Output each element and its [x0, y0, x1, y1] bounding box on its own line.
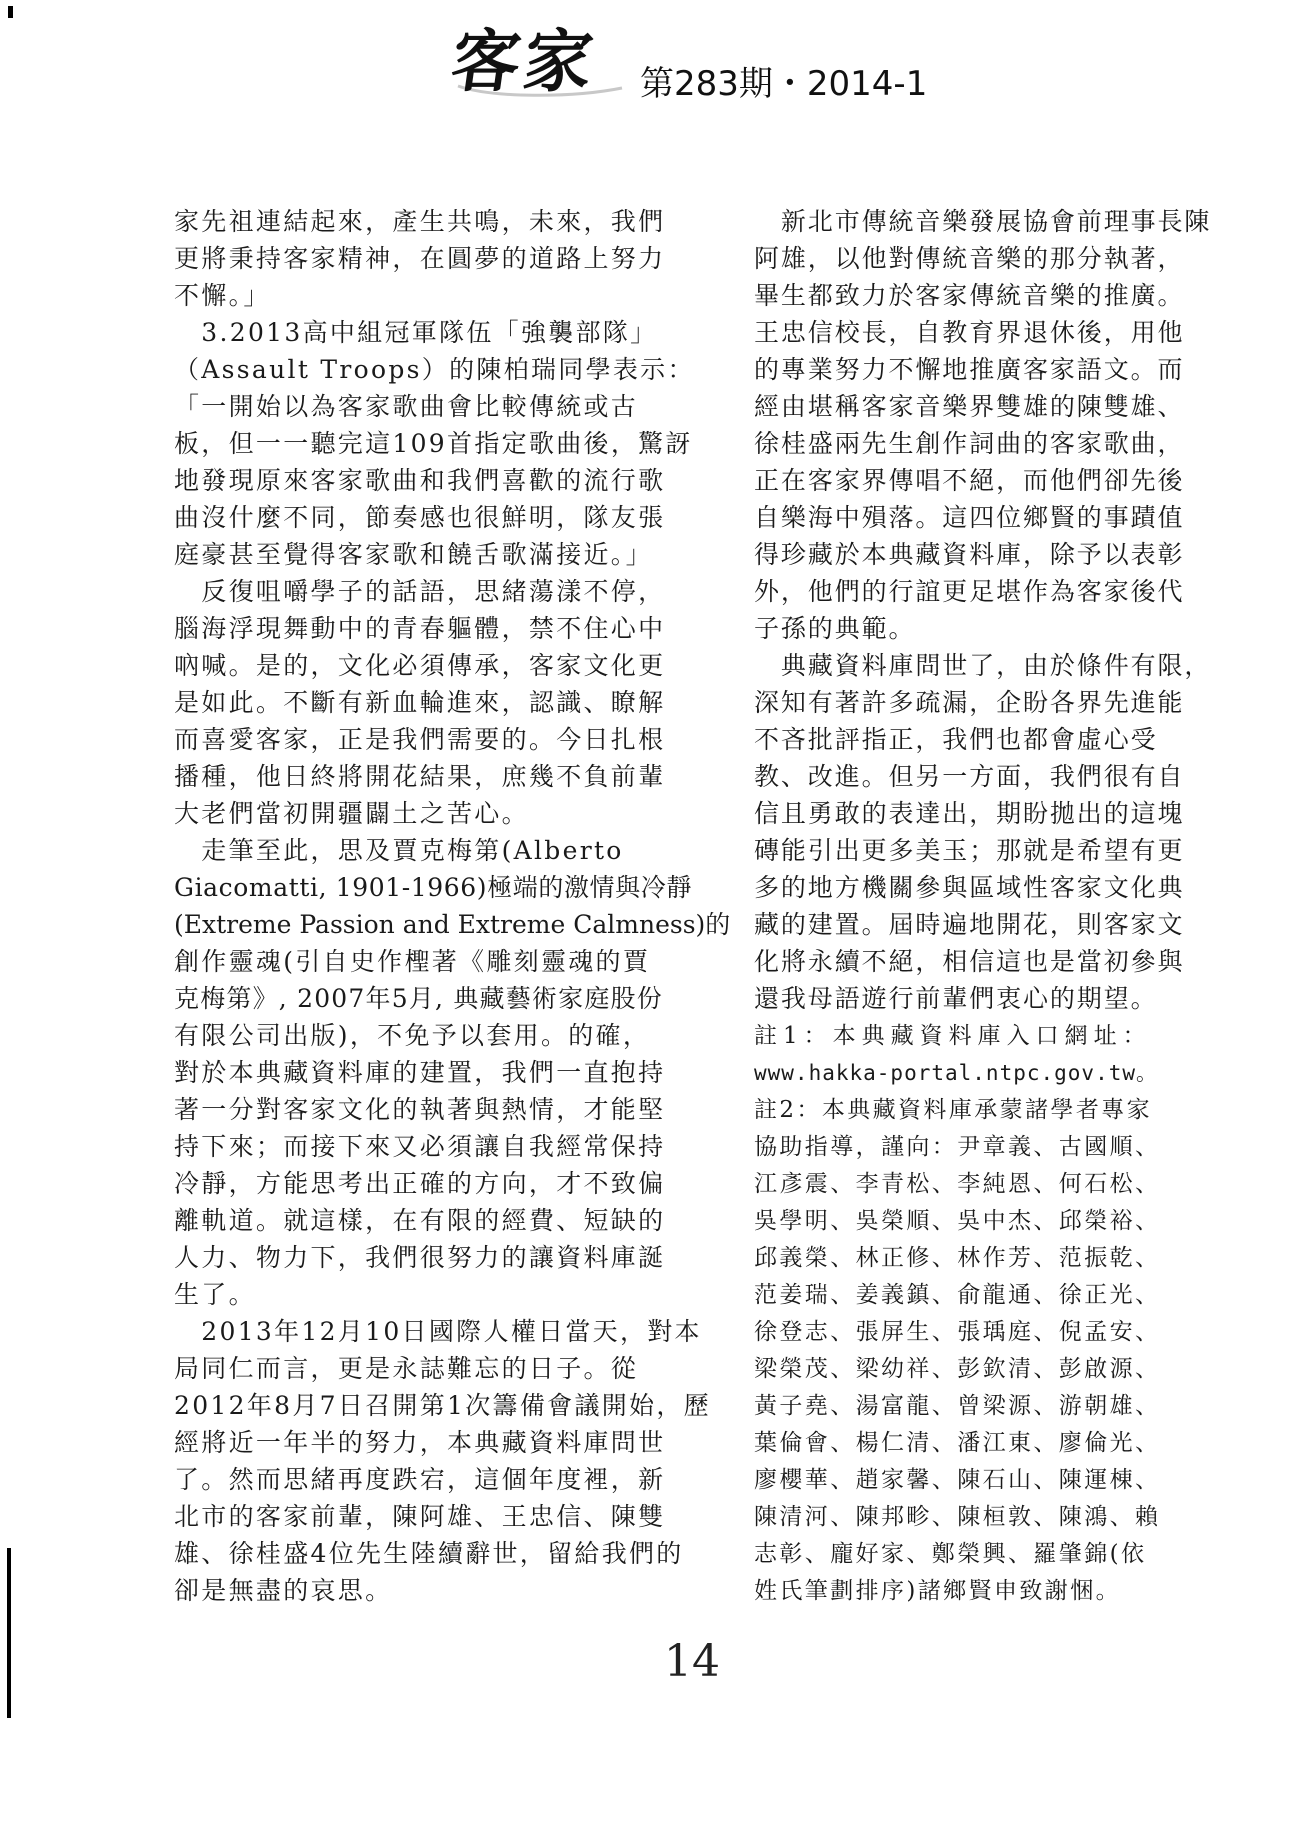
- note-line: 徐登志、張屏生、張瑀庭、倪孟安、: [754, 1319, 1161, 1345]
- text-line: 3.2013高中組冠軍隊伍「強襲部隊」: [174, 318, 658, 347]
- text-line: 不吝批評指正，我們也都會虛心受: [754, 725, 1158, 754]
- text-line: 子孫的典範。: [754, 614, 916, 643]
- text-line: 著一分對客家文化的執著與熱情，才能堅: [174, 1095, 666, 1124]
- text-line: 離軌道。就這樣，在有限的經費、短缺的: [174, 1206, 666, 1235]
- text-line: 大老們當初開疆闢土之苦心。: [174, 799, 529, 828]
- note-line: www.hakka-portal.ntpc.gov.tw。: [754, 1061, 1159, 1085]
- text-line: 生了。: [174, 1280, 256, 1309]
- note-line: 梁榮茂、梁幼祥、彭欽清、彭啟源、: [754, 1356, 1161, 1382]
- note-line: 黃子堯、湯富龍、曾梁源、游朝雄、: [754, 1393, 1161, 1419]
- text-line: 更將秉持客家精神，在圓夢的道路上努力: [174, 244, 666, 273]
- text-line: 化將永續不絕，相信這也是當初參與: [754, 947, 1185, 976]
- note-line: 吳學明、吳榮順、吳中杰、邱榮裕、: [754, 1208, 1161, 1234]
- text-line: 王忠信校長，自教育界退休後，用他: [754, 318, 1185, 347]
- text-line: 正在客家界傳唱不絕，而他們卻先後: [754, 466, 1185, 495]
- text-line: 外，他們的行誼更足堪作為客家後代: [754, 577, 1185, 606]
- text-line: 磚能引出更多美玉；那就是希望有更: [754, 836, 1185, 865]
- text-line: 北市的客家前輩，陳阿雄、王忠信、陳雙: [174, 1502, 666, 1531]
- scan-mark-left-edge: [7, 1548, 11, 1718]
- text-line: 曲沒什麼不同，節奏感也很鮮明，隊友張: [174, 503, 666, 532]
- text-line: 克梅第》, 2007年5月, 典藏藝術家庭股份: [174, 984, 663, 1013]
- text-line: 有限公司出版)，不免予以套用。的確，: [174, 1021, 651, 1050]
- text-line: 庭豪甚至覺得客家歌和饒舌歌滿接近。」: [174, 540, 653, 569]
- text-line: 腦海浮現舞動中的青春軀體，禁不住心中: [174, 614, 666, 643]
- note-line: 註1：本典藏資料庫入口網址：: [754, 1023, 1152, 1049]
- text-line: 新北市傳統音樂發展協會前理事長陳: [754, 207, 1212, 236]
- text-line: 2013年12月10日國際人權日當天，對本: [174, 1317, 702, 1346]
- text-line: 經將近一年半的努力，本典藏資料庫問世: [174, 1428, 666, 1457]
- text-line: 經由堪稱客家音樂界雙雄的陳雙雄、: [754, 392, 1185, 421]
- note-line: 志彰、龐好家、鄭榮興、羅肇錦(依: [754, 1541, 1147, 1567]
- text-line: (Extreme Passion and Extreme Calmness)的: [174, 910, 731, 939]
- text-line: 卻是無盡的哀思。: [174, 1576, 393, 1605]
- note-line: 姓氏筆劃排序)諸鄉賢申致謝悃。: [754, 1578, 1121, 1604]
- text-line: 家先祖連結起來，產生共鳴，未來，我們: [174, 207, 666, 236]
- text-line: 深知有著許多疏漏，企盼各界先進能: [754, 688, 1185, 717]
- note-line: 江彥震、李青松、李純恩、何石松、: [754, 1171, 1161, 1197]
- scan-mark-top-left: [8, 6, 13, 18]
- text-line: 藏的建置。屆時遍地開花，則客家文: [754, 910, 1185, 939]
- note-line: 范姜瑞、姜義鎮、俞龍通、徐正光、: [754, 1282, 1161, 1308]
- page-number: 14: [664, 1636, 720, 1687]
- text-line: （Assault Troops）的陳柏瑞同學表示：: [174, 355, 695, 384]
- text-line: 持下來；而接下來又必須讓自我經常保持: [174, 1132, 666, 1161]
- text-line: 多的地方機關參與區域性客家文化典: [754, 873, 1185, 902]
- text-line: 的專業努力不懈地推廣客家語文。而: [754, 355, 1185, 384]
- text-line: 對於本典藏資料庫的建置，我們一直抱持: [174, 1058, 666, 1087]
- text-line: 還我母語遊行前輩們衷心的期望。: [754, 984, 1158, 1013]
- text-line: 創作靈魂(引自史作檉著《雕刻靈魂的賈: [174, 947, 651, 976]
- text-line: 走筆至此，思及賈克梅第(Alberto: [174, 836, 624, 865]
- text-line: 得珍藏於本典藏資料庫，除予以表彰: [754, 540, 1185, 569]
- text-line: 2012年8月7日召開第1次籌備會議開始，歷: [174, 1391, 711, 1420]
- text-line: 徐桂盛兩先生創作詞曲的客家歌曲，: [754, 429, 1185, 458]
- text-line: 板，但一一聽完這109首指定歌曲後，驚訝: [174, 429, 693, 458]
- text-line: 地發現原來客家歌曲和我們喜歡的流行歌: [174, 466, 666, 495]
- note-line: 陳清河、陳邦畛、陳桓敦、陳鴻、賴: [754, 1504, 1161, 1530]
- text-line: 教、改進。但另一方面，我們很有自: [754, 762, 1185, 791]
- text-line: 阿雄，以他對傳統音樂的那分執著，: [754, 244, 1185, 273]
- text-line: 局同仁而言，更是永誌難忘的日子。從: [174, 1354, 639, 1383]
- issue-label: 第283期・2014-1: [640, 64, 928, 104]
- text-line: 吶喊。是的，文化必須傳承，客家文化更: [174, 651, 666, 680]
- note-line: 協助指導，謹向：尹章義、古國順、: [754, 1134, 1161, 1160]
- text-line: 而喜愛客家，正是我們需要的。今日扎根: [174, 725, 666, 754]
- note-line: 葉倫會、楊仁清、潘江東、廖倫光、: [754, 1430, 1161, 1456]
- text-line: 畢生都致力於客家傳統音樂的推廣。: [754, 281, 1185, 310]
- text-line: 雄、徐桂盛4位先生陸續辭世，留給我們的: [174, 1539, 684, 1568]
- text-line: 反復咀嚼學子的話語，思緒蕩漾不停，: [174, 577, 666, 606]
- text-line: 典藏資料庫問世了，由於條件有限，: [754, 651, 1212, 680]
- text-line: 自樂海中殞落。這四位鄉賢的事蹟值: [754, 503, 1185, 532]
- logo-text: 客家: [446, 22, 602, 102]
- note-line: 邱義榮、林正修、林作芳、范振乾、: [754, 1245, 1161, 1271]
- text-line: 播種，他日終將開花結果，庶幾不負前輩: [174, 762, 666, 791]
- note-line: 廖櫻華、趙家馨、陳石山、陳運棟、: [754, 1467, 1161, 1493]
- note-line: 註2：本典藏資料庫承蒙諸學者專家: [754, 1097, 1153, 1123]
- text-line: 人力、物力下，我們很努力的讓資料庫誕: [174, 1243, 666, 1272]
- text-line: Giacomatti, 1901-1966)極端的激情與冷靜: [174, 873, 692, 902]
- text-line: 「一開始以為客家歌曲會比較傳統或古: [174, 392, 639, 421]
- text-line: 是如此。不斷有新血輪進來，認識、瞭解: [174, 688, 666, 717]
- text-line: 不懈。」: [174, 281, 271, 310]
- text-line: 信且勇敢的表達出，期盼拋出的這塊: [754, 799, 1185, 828]
- text-line: 冷靜，方能思考出正確的方向，才不致偏: [174, 1169, 666, 1198]
- text-line: 了。然而思緒再度跌宕，這個年度裡，新: [174, 1465, 666, 1494]
